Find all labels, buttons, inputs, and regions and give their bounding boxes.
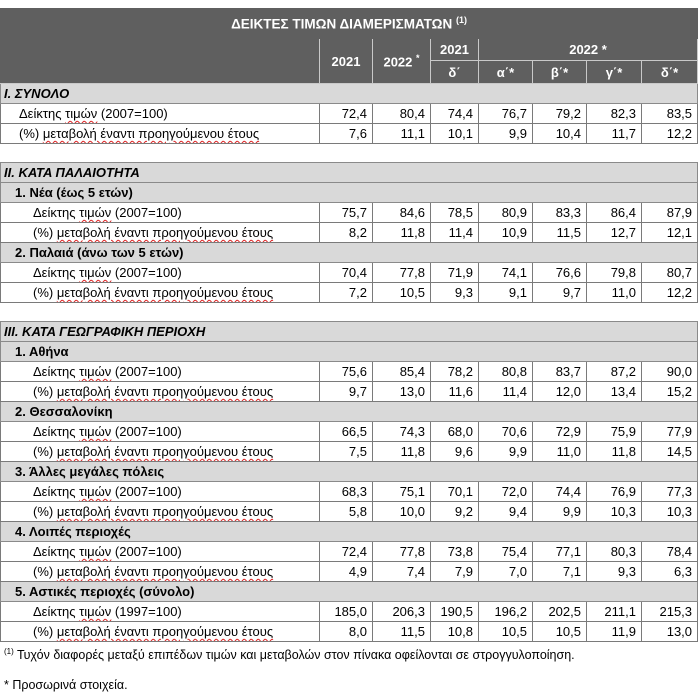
header-q3-2022: γ΄*	[587, 61, 642, 84]
group-title: 4. Λοιπές περιοχές	[1, 522, 698, 542]
row-label: (%) μεταβολή έναντι προηγούμενου έτους	[1, 502, 320, 522]
row-label: (%) μεταβολή έναντι προηγούμενου έτους	[1, 622, 320, 642]
value-cell: 12,2	[642, 124, 698, 144]
value-cell: 72,0	[479, 482, 533, 502]
group-header-row	[1, 183, 698, 203]
value-cell: 75,9	[587, 422, 642, 442]
header-quarter-year-2022: 2022 *	[479, 39, 698, 61]
value-cell: 85,4	[373, 362, 431, 382]
value-cell: 75,6	[320, 362, 373, 382]
row-label: (%) μεταβολή έναντι προηγούμενου έτους	[1, 124, 320, 144]
value-cell: 10,4	[533, 124, 587, 144]
value-cell: 11,4	[479, 382, 533, 402]
value-cell: 79,8	[587, 263, 642, 283]
value-cell: 9,9	[533, 502, 587, 522]
header-q1-2022: α΄*	[479, 61, 533, 84]
value-cell: 10,5	[533, 622, 587, 642]
value-cell: 9,7	[533, 283, 587, 303]
header-q2-2022: β΄*	[533, 61, 587, 84]
value-cell: 10,1	[431, 124, 479, 144]
value-cell: 77,8	[373, 542, 431, 562]
value-cell: 87,9	[642, 203, 698, 223]
value-cell: 77,3	[642, 482, 698, 502]
value-cell: 74,4	[431, 104, 479, 124]
value-cell: 12,0	[533, 382, 587, 402]
section-header-row	[1, 163, 698, 183]
section-header-row	[1, 84, 698, 104]
table-row	[1, 382, 698, 402]
header-q4-2022: δ΄*	[642, 61, 698, 84]
value-cell: 10,5	[479, 622, 533, 642]
value-cell: 11,0	[587, 283, 642, 303]
header-quarter-year-2021: 2021	[431, 39, 479, 61]
row-label: Δείκτης τιμών (1997=100)	[1, 602, 320, 622]
row-label: Δείκτης τιμών (2007=100)	[1, 263, 320, 283]
value-cell: 6,3	[642, 562, 698, 582]
value-cell: 72,4	[320, 542, 373, 562]
value-cell: 87,2	[587, 362, 642, 382]
value-cell: 76,7	[479, 104, 533, 124]
table-row	[1, 203, 698, 223]
value-cell: 68,3	[320, 482, 373, 502]
value-cell: 10,3	[587, 502, 642, 522]
value-cell: 185,0	[320, 602, 373, 622]
value-cell: 78,5	[431, 203, 479, 223]
value-cell: 11,0	[533, 442, 587, 462]
row-label: (%) μεταβολή έναντι προηγούμενου έτους	[1, 382, 320, 402]
value-cell: 83,7	[533, 362, 587, 382]
value-cell: 80,7	[642, 263, 698, 283]
value-cell: 7,1	[533, 562, 587, 582]
group-header-row	[1, 243, 698, 263]
apartment-price-index-table	[0, 8, 698, 642]
row-label: (%) μεταβολή έναντι προηγούμενου έτους	[1, 562, 320, 582]
value-cell: 86,4	[587, 203, 642, 223]
value-cell: 211,1	[587, 602, 642, 622]
section-title: II. ΚΑΤΑ ΠΑΛΑΙΟΤΗΤΑ	[1, 163, 698, 183]
value-cell: 9,2	[431, 502, 479, 522]
group-title: 5. Αστικές περιοχές (σύνολο)	[1, 582, 698, 602]
value-cell: 11,8	[373, 442, 431, 462]
row-label: Δείκτης τιμών (2007=100)	[1, 203, 320, 223]
value-cell: 4,9	[320, 562, 373, 582]
value-cell: 202,5	[533, 602, 587, 622]
value-cell: 79,2	[533, 104, 587, 124]
value-cell: 80,4	[373, 104, 431, 124]
value-cell: 72,9	[533, 422, 587, 442]
value-cell: 11,7	[587, 124, 642, 144]
row-label: Δείκτης τιμών (2007=100)	[1, 422, 320, 442]
value-cell: 77,9	[642, 422, 698, 442]
value-cell: 74,3	[373, 422, 431, 442]
section-spacer	[1, 144, 698, 163]
row-label: (%) μεταβολή έναντι προηγούμενου έτους	[1, 283, 320, 303]
value-cell: 9,9	[479, 442, 533, 462]
value-cell: 70,6	[479, 422, 533, 442]
table-row	[1, 263, 698, 283]
value-cell: 9,1	[479, 283, 533, 303]
group-header-row	[1, 402, 698, 422]
value-cell: 7,2	[320, 283, 373, 303]
value-cell: 11,1	[373, 124, 431, 144]
table-row	[1, 422, 698, 442]
table-row	[1, 602, 698, 622]
header-year-2022: 2022 *	[373, 39, 431, 84]
group-header-row	[1, 582, 698, 602]
group-title: 1. Νέα (έως 5 ετών)	[1, 183, 698, 203]
value-cell: 9,4	[479, 502, 533, 522]
row-label: Δείκτης τιμών (2007=100)	[1, 482, 320, 502]
value-cell: 11,8	[587, 442, 642, 462]
value-cell: 90,0	[642, 362, 698, 382]
value-cell: 7,6	[320, 124, 373, 144]
value-cell: 10,5	[373, 283, 431, 303]
row-label: (%) μεταβολή έναντι προηγούμενου έτους	[1, 442, 320, 462]
footnote-provisional: * Προσωρινά στοιχεία.	[4, 678, 128, 692]
group-title: 1. Αθήνα	[1, 342, 698, 362]
header-q4-2021: δ΄	[431, 61, 479, 84]
table-row	[1, 124, 698, 144]
value-cell: 9,3	[587, 562, 642, 582]
row-label: (%) μεταβολή έναντι προηγούμενου έτους	[1, 223, 320, 243]
value-cell: 10,3	[642, 502, 698, 522]
row-label: Δείκτης τιμών (2007=100)	[1, 542, 320, 562]
section-header-row	[1, 322, 698, 342]
value-cell: 8,0	[320, 622, 373, 642]
table-row	[1, 482, 698, 502]
value-cell: 72,4	[320, 104, 373, 124]
table-row	[1, 442, 698, 462]
value-cell: 66,5	[320, 422, 373, 442]
value-cell: 8,2	[320, 223, 373, 243]
group-title: 2. Παλαιά (άνω των 5 ετών)	[1, 243, 698, 263]
value-cell: 11,6	[431, 382, 479, 402]
table-row	[1, 283, 698, 303]
value-cell: 5,8	[320, 502, 373, 522]
table-row	[1, 223, 698, 243]
value-cell: 9,7	[320, 382, 373, 402]
value-cell: 84,6	[373, 203, 431, 223]
value-cell: 83,3	[533, 203, 587, 223]
value-cell: 13,4	[587, 382, 642, 402]
value-cell: 80,8	[479, 362, 533, 382]
section-spacer	[1, 303, 698, 322]
value-cell: 7,9	[431, 562, 479, 582]
value-cell: 196,2	[479, 602, 533, 622]
value-cell: 10,0	[373, 502, 431, 522]
value-cell: 77,8	[373, 263, 431, 283]
group-title: 3. Άλλες μεγάλες πόλεις	[1, 462, 698, 482]
value-cell: 10,8	[431, 622, 479, 642]
value-cell: 7,4	[373, 562, 431, 582]
value-cell: 82,3	[587, 104, 642, 124]
value-cell: 12,1	[642, 223, 698, 243]
value-cell: 13,0	[373, 382, 431, 402]
table-title: ΔΕΙΚΤΕΣ ΤΙΜΩΝ ΔΙΑΜΕΡΙΣΜΑΤΩΝ $^{(1)}$	[1, 9, 698, 39]
value-cell: 75,1	[373, 482, 431, 502]
value-cell: 74,1	[479, 263, 533, 283]
section-title: I. ΣΥΝΟΛΟ	[1, 84, 698, 104]
table-row	[1, 622, 698, 642]
value-cell: 11,5	[373, 622, 431, 642]
value-cell: 12,7	[587, 223, 642, 243]
value-cell: 76,9	[587, 482, 642, 502]
value-cell: 78,4	[642, 542, 698, 562]
value-cell: 77,1	[533, 542, 587, 562]
title-note-mark: (1)	[455, 15, 467, 26]
value-cell: 7,0	[479, 562, 533, 582]
value-cell: 206,3	[373, 602, 431, 622]
value-cell: 83,5	[642, 104, 698, 124]
value-cell: 75,7	[320, 203, 373, 223]
value-cell: 7,5	[320, 442, 373, 462]
value-cell: 12,2	[642, 283, 698, 303]
value-cell: 76,6	[533, 263, 587, 283]
footnote-rounding: $^{(1)}$ Τυχόν διαφορές μεταξύ επιπέδων τιμών και μεταβολών στον πίνακα οφείλονται σε στρογγυλοποίηση.	[4, 647, 575, 663]
row-label: Δείκτης τιμών (2007=100)	[1, 362, 320, 382]
value-cell: 9,9	[479, 124, 533, 144]
value-cell: 78,2	[431, 362, 479, 382]
group-header-row	[1, 462, 698, 482]
header-year-2021: 2021	[320, 39, 373, 84]
value-cell: 70,1	[431, 482, 479, 502]
value-cell: 11,5	[533, 223, 587, 243]
table-row	[1, 104, 698, 124]
value-cell: 74,4	[533, 482, 587, 502]
group-header-row	[1, 522, 698, 542]
group-title: 2. Θεσσαλονίκη	[1, 402, 698, 422]
value-cell: 215,3	[642, 602, 698, 622]
table-row	[1, 542, 698, 562]
value-cell: 75,4	[479, 542, 533, 562]
table-row	[1, 362, 698, 382]
value-cell: 14,5	[642, 442, 698, 462]
table-row	[1, 502, 698, 522]
value-cell: 9,6	[431, 442, 479, 462]
header-blank	[1, 39, 320, 84]
value-cell: 68,0	[431, 422, 479, 442]
value-cell: 13,0	[642, 622, 698, 642]
value-cell: 9,3	[431, 283, 479, 303]
row-label: Δείκτης τιμών (2007=100)	[1, 104, 320, 124]
value-cell: 15,2	[642, 382, 698, 402]
value-cell: 73,8	[431, 542, 479, 562]
value-cell: 71,9	[431, 263, 479, 283]
value-cell: 80,9	[479, 203, 533, 223]
value-cell: 11,4	[431, 223, 479, 243]
group-header-row	[1, 342, 698, 362]
table-row	[1, 562, 698, 582]
value-cell: 70,4	[320, 263, 373, 283]
value-cell: 80,3	[587, 542, 642, 562]
value-cell: 11,9	[587, 622, 642, 642]
section-title: III. ΚΑΤΑ ΓΕΩΓΡΑΦΙΚΗ ΠΕΡΙΟΧΗ	[1, 322, 698, 342]
value-cell: 190,5	[431, 602, 479, 622]
value-cell: 10,9	[479, 223, 533, 243]
value-cell: 11,8	[373, 223, 431, 243]
